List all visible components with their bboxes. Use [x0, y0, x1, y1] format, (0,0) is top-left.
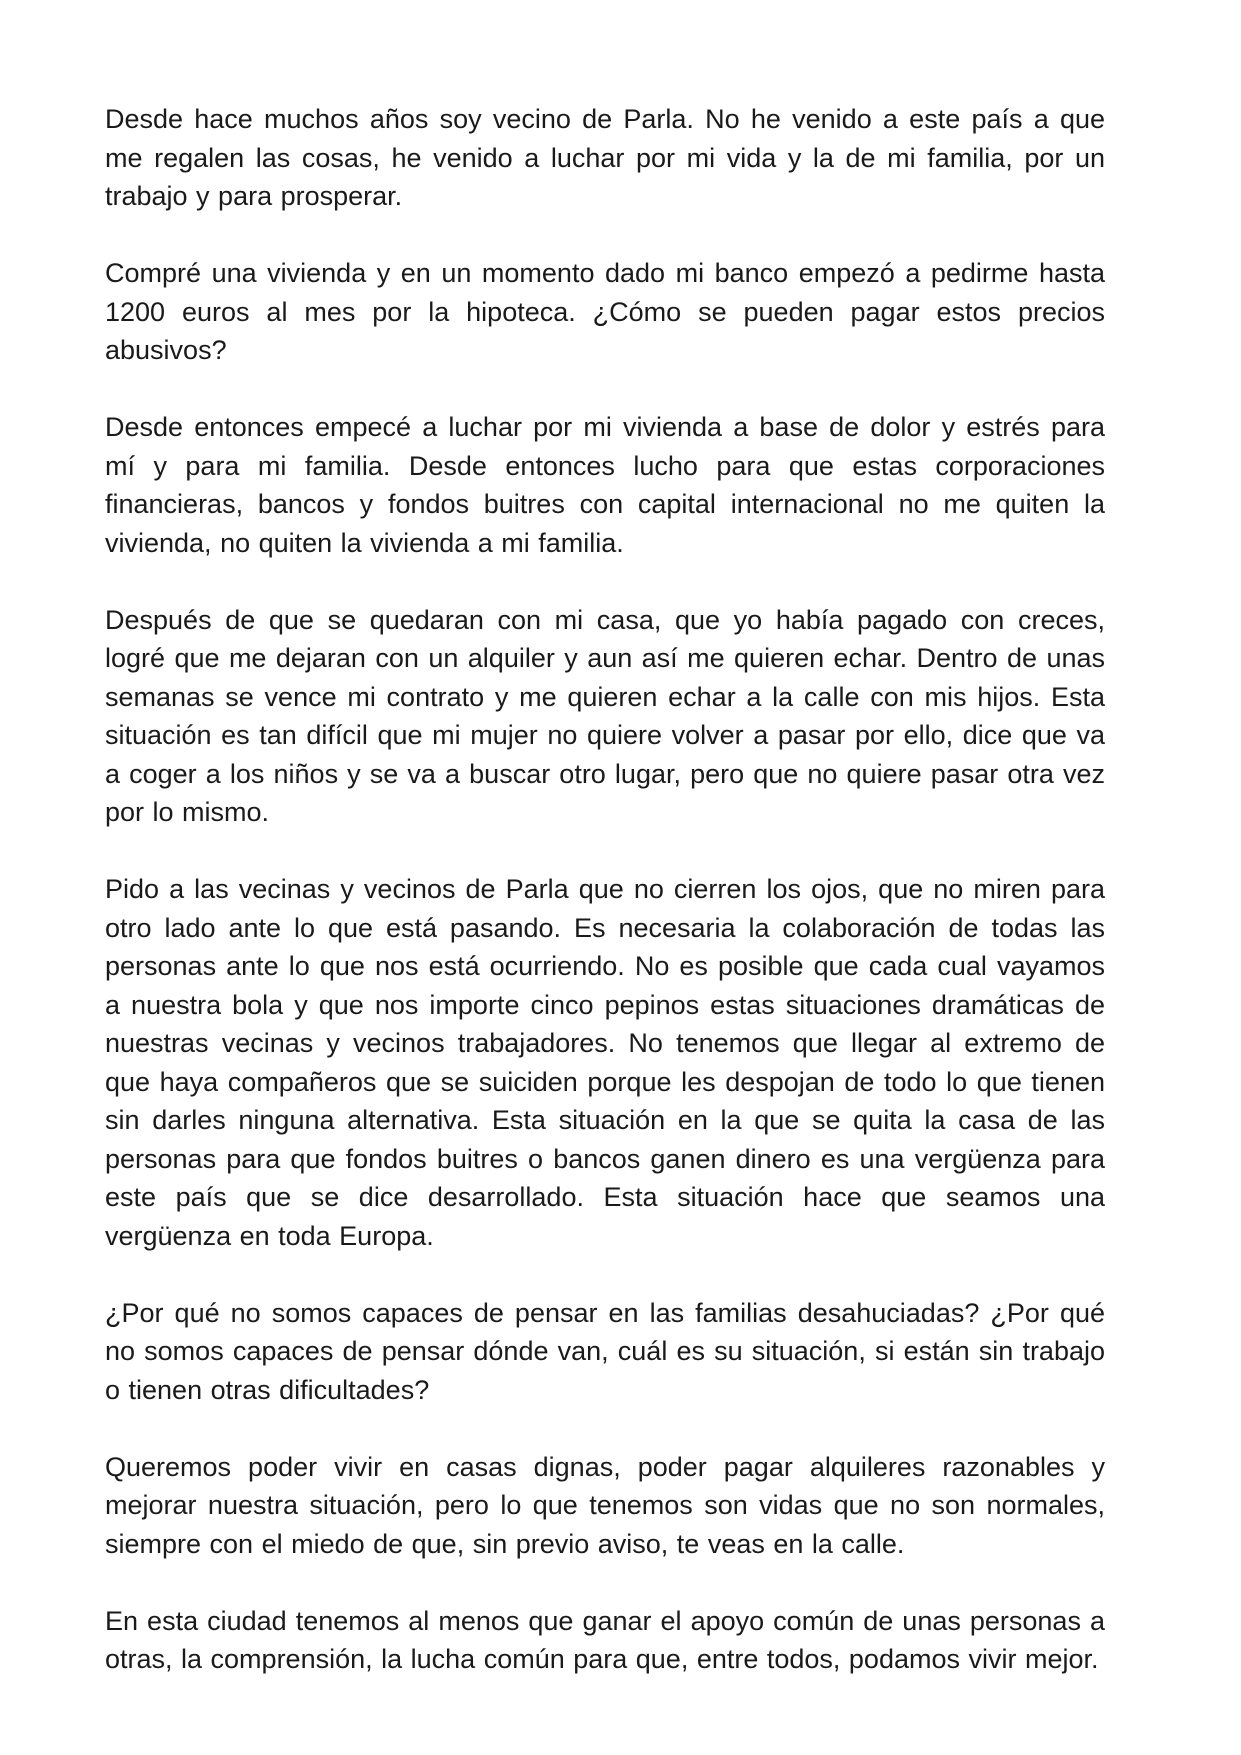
paragraph-appeal-to-neighbors: Pido a las vecinas y vecinos de Parla que no cierren los ojos, que no miren para otro lado ante lo que está pasando. Es necesaria la colaboración de todas las personas ante lo que nos está ocurriendo. No es posible que cada cual vayamos a nuestra bola y que nos importe cinco pepinos estas situaciones dramáticas de nuestras vecinas y vecinos trabajadores. No tenemos que llegar al extremo de que haya compañeros que se suiciden porque les despojan de todo lo que tienen sin darles ninguna alternativa. Esta situación en la que se quita la casa de las personas para que fondos buitres o bancos ganen dinero es una vergüenza para este país que se dice desarrollado. Esta situación hace que seamos una vergüenza en toda Europa.	[105, 874, 1105, 1251]
paragraph-mortgage: Compré una vivienda y en un momento dado mi banco empezó a pedirme hasta 1200 euros al mes por la hipoteca. ¿Cómo se pueden pagar estos precios abusivos?	[105, 258, 1105, 365]
paragraph-intro: Desde hace muchos años soy vecino de Parla. No he venido a este país a que me regalen las cosas, he venido a luchar por mi vida y la de mi familia, por un trabajo y para prosperar.	[105, 104, 1105, 211]
paragraph-eviction: Después de que se quedaran con mi casa, que yo había pagado con creces, logré que me dejaran con un alquiler y aun así me quieren echar. Dentro de unas semanas se vence mi contrato y me quieren echar a la calle con mis hijos. Esta situación es tan difícil que mi mujer no quiere volver a pasar por ello, dice que va a coger a los niños y se va a buscar otro lugar, pero que no quiere pasar otra vez por lo mismo.	[105, 604, 1105, 827]
paragraph-decent-housing: Queremos poder vivir en casas dignas, poder pagar alquileres razonables y mejorar nuestra situación, pero lo que tenemos son vidas que no son normales, siempre con el miedo de que, sin previo aviso, te veas en la calle.	[105, 1451, 1105, 1559]
paragraph-struggle: Desde entonces empecé a luchar por mi vivienda a base de dolor y estrés para mí y para mi familia. Desde entonces lucho para que estas corporaciones financieras, bancos y fondos buitres con capital internacional no me quiten la vivienda, no quiten la vivienda a mi familia.	[105, 412, 1105, 558]
paragraph-closing: En esta ciudad tenemos al menos que ganar el apoyo común de unas personas a otras, la comprensión, la lucha común para que, entre todos, podamos vivir mejor.	[105, 1605, 1105, 1674]
paragraph-questions: ¿Por qué no somos capaces de pensar en las familias desahuciadas? ¿Por qué no somos capaces de pensar dónde van, cuál es su situación, si están sin trabajo o tienen otras dificultades?	[105, 1297, 1105, 1405]
